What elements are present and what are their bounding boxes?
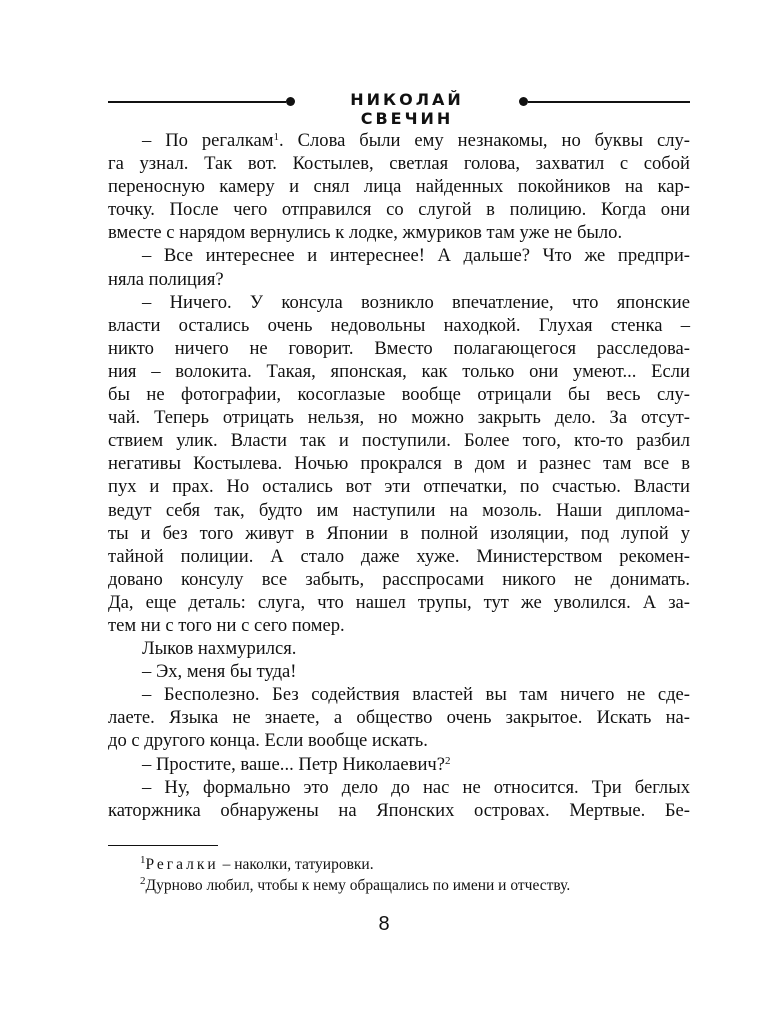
line-text: ния – волокита. Такая, японская, как только они умеют... Если bbox=[108, 360, 690, 382]
text-line bbox=[108, 637, 690, 660]
text-line bbox=[108, 753, 690, 776]
text-line bbox=[108, 337, 690, 360]
text-line bbox=[108, 683, 690, 706]
line-text: бы не фотографии, косоглазые вообще отрицали бы весь слу- bbox=[108, 384, 690, 406]
page-number: 8 bbox=[378, 913, 390, 935]
text-line bbox=[108, 799, 690, 822]
line-text: ведут себя так, будто им наступили на мозоль. Наши диплома- bbox=[108, 499, 690, 521]
footnote bbox=[108, 854, 690, 875]
text-line bbox=[108, 152, 690, 175]
text-line bbox=[108, 268, 690, 291]
line-text: довано консулу все забыть, расспросами никого не донимать. bbox=[108, 568, 690, 590]
line-text: – Все интереснее и интереснее! А дальше? Что же предпри- bbox=[142, 245, 690, 267]
footnote-term: Регалки bbox=[145, 856, 219, 873]
text-line bbox=[108, 198, 690, 221]
line-text: – Простите, ваше... Петр Николаевич? bbox=[142, 753, 446, 775]
line-text: Лыков нахмурился. bbox=[142, 638, 297, 660]
footnotes bbox=[108, 854, 690, 896]
header-dot-right bbox=[519, 97, 528, 106]
line-text: няла полиция? bbox=[108, 268, 224, 290]
line-text: никто ничего не говорит. Вместо полагающегося расследова- bbox=[108, 337, 690, 359]
text-line bbox=[108, 175, 690, 198]
footnote-text: Дурново любил, чтобы к нему обращались по имени и отчеству. bbox=[145, 877, 571, 894]
line-text: чай. Теперь отрицать нельзя, но можно закрыть дело. За отсут- bbox=[108, 407, 690, 429]
text-line bbox=[108, 499, 690, 522]
text-line bbox=[108, 591, 690, 614]
footnote-ref: 1 bbox=[273, 131, 280, 143]
footnote bbox=[108, 875, 690, 896]
text-line bbox=[108, 776, 690, 799]
line-text-rest: . Слова были ему незнакомы, но буквы слу- bbox=[279, 130, 690, 151]
text-line bbox=[108, 429, 690, 452]
text-line bbox=[108, 383, 690, 406]
line-text: – По регалкам bbox=[142, 130, 274, 151]
text-line bbox=[108, 660, 690, 683]
line-text: переносную камеру и снял лица найденных покойников на кар- bbox=[108, 176, 690, 198]
running-header bbox=[108, 88, 690, 128]
line-text: вместе с нарядом вернулись к лодке, жмуриков там уже не было. bbox=[108, 222, 623, 244]
line-text: – Бесполезно. Без содействия властей вы там ничего не сде- bbox=[142, 684, 690, 706]
text-line bbox=[108, 406, 690, 429]
text-line bbox=[108, 568, 690, 591]
line-text: до с другого конца. Если вообще искать. bbox=[108, 730, 428, 752]
line-text: – Ничего. У консула возникло впечатление, что японские bbox=[142, 291, 690, 313]
footnote-mark: 2 bbox=[140, 875, 146, 887]
text-line bbox=[108, 314, 690, 337]
footnote-separator bbox=[108, 845, 218, 846]
line-text: тайной полиции. А стало даже хуже. Министерством рекомен- bbox=[108, 545, 690, 567]
text-line bbox=[108, 475, 690, 498]
line-text: га узнал. Так вот. Костылев, светлая голова, захватил с собой bbox=[108, 153, 690, 175]
header-author: НИКОЛАЙ СВЕЧИН bbox=[350, 90, 464, 128]
text-line bbox=[108, 545, 690, 568]
text-line bbox=[108, 291, 690, 314]
header-rule-left bbox=[108, 101, 286, 103]
line-text: каторжника обнаружены на Японских островах. Мертвые. Бе- bbox=[108, 799, 690, 821]
line-text: – Эх, меня бы туда! bbox=[142, 661, 297, 683]
line-text: ты и без того живут в Японии в полной изоляции, под лупой у bbox=[108, 522, 690, 544]
line-text: – Ну, формально это дело до нас не относится. Три беглых bbox=[142, 776, 690, 798]
footnote-ref: 2 bbox=[445, 754, 451, 767]
text-line bbox=[108, 452, 690, 475]
line-text: тем ни с того ни с сего помер. bbox=[108, 614, 345, 636]
line-text: власти остались очень недовольны находкой. Глухая стенка – bbox=[108, 314, 690, 336]
line-text: ствием улик. Власти так и поступили. Более того, кто-то разбил bbox=[108, 430, 690, 452]
main-text bbox=[108, 129, 690, 822]
line-text: Да, еще деталь: слуга, что нашел трупы, тут же уволился. А за- bbox=[108, 591, 690, 613]
line-text: точку. После чего отправился со слугой в полицию. Когда они bbox=[108, 199, 690, 221]
text-line bbox=[108, 729, 690, 752]
text-line bbox=[108, 129, 690, 152]
header-rule-right bbox=[528, 101, 690, 103]
footnote-mark: 1 bbox=[140, 854, 146, 866]
header-dot-left bbox=[286, 97, 295, 106]
line-text: пух и прах. Но остались вот эти отпечатки, по счастью. Власти bbox=[108, 476, 690, 498]
text-line bbox=[108, 522, 690, 545]
text-line bbox=[108, 614, 690, 637]
text-line bbox=[108, 706, 690, 729]
line-text: лаете. Языка не знаете, а общество очень закрытое. Искать на- bbox=[108, 707, 690, 729]
text-line bbox=[108, 360, 690, 383]
text-line bbox=[108, 221, 690, 244]
text-line bbox=[108, 244, 690, 267]
line-text: негативы Костылева. Ночью прокрался в дом и разнес там все в bbox=[108, 453, 690, 475]
footnote-text: – наколки, татуировки. bbox=[218, 856, 374, 873]
